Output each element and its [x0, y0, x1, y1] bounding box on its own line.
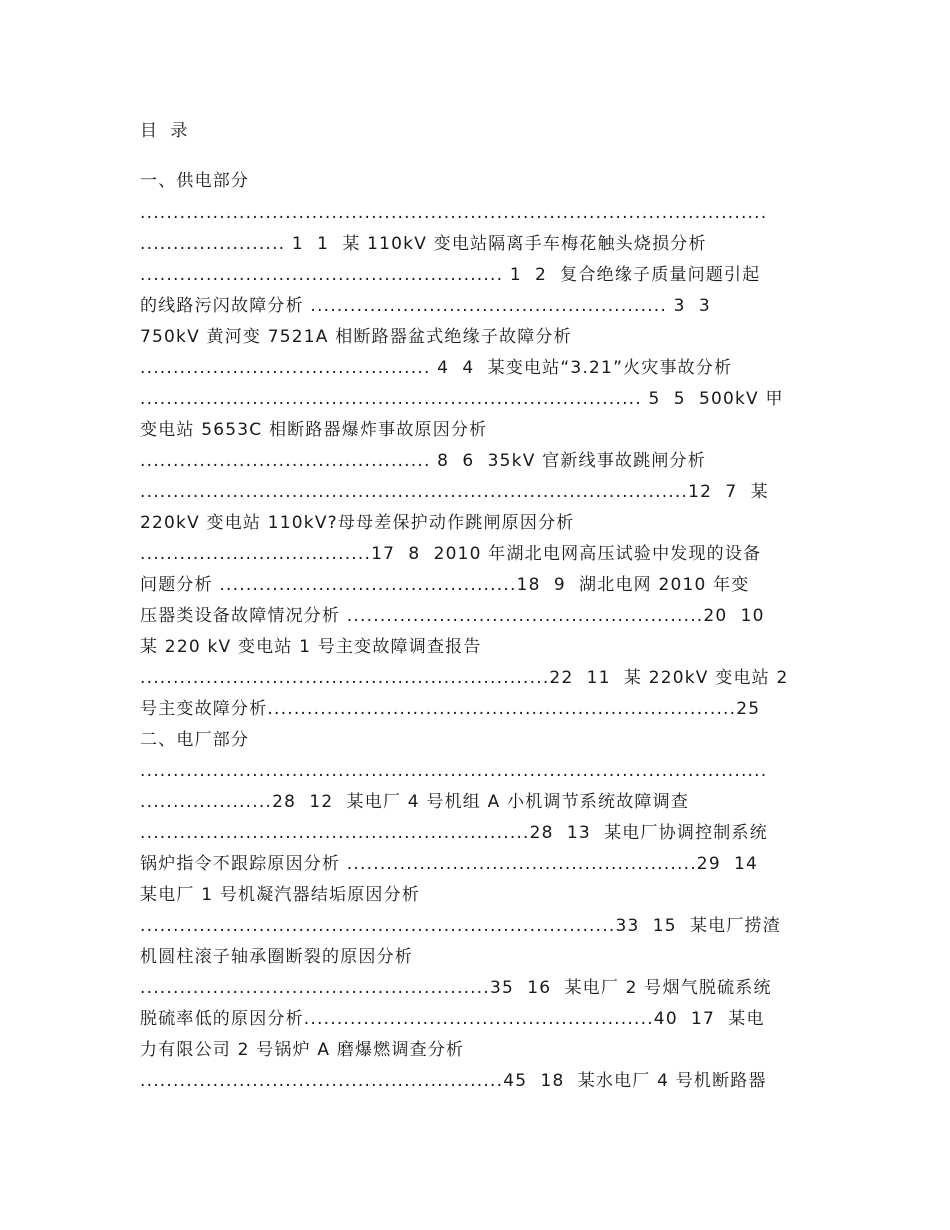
toc-line: .....................................................35 16 某电厂 2 号烟气脱硫系统	[140, 978, 772, 998]
toc-line: ....................................................... 1 2 复合绝缘子质量问题引起	[140, 265, 761, 285]
section-heading-power-plant: 二、电厂部分	[140, 730, 250, 750]
toc-line: 220kV 变电站 110kV?母母差保护动作跳闸原因分析	[140, 513, 575, 533]
toc-line: 750kV 黄河变 7521A 相断路器盆式绝缘子故障分析	[140, 327, 572, 347]
toc-line: ...................................17 8 2010 年湖北电网高压试验中发现的设备	[140, 544, 762, 564]
section-heading-power-supply: 一、供电部分	[140, 171, 250, 191]
toc-line: 号主变故障分析.......................................................................25	[140, 699, 761, 719]
toc-line: 力有限公司 2 号锅炉 A 磨爆燃调查分析	[140, 1040, 465, 1060]
toc-line: ............................................ 4 4 某变电站“3.21”火灾事故分析	[140, 358, 733, 378]
toc-line: 的线路污闪故障分析 ...................................................... 3 3	[140, 296, 711, 316]
toc-line: 某电厂 1 号机凝汽器结垢原因分析	[140, 885, 421, 905]
toc-line: ............................................ 8 6 35kV 官新线事故跳闸分析	[140, 451, 706, 471]
toc-line: ............................................................................ 5 5 500kV 甲	[140, 389, 784, 409]
toc-line: 机圆柱滚子轴承圈断裂的原因分析	[140, 947, 413, 967]
toc-line: ...........................................................28 13 某电厂协调控制系统	[140, 823, 768, 843]
toc-line: ...............................................................................................	[140, 203, 768, 223]
toc-line: ....................28 12 某电厂 4 号机组 A 小机调节系统故障调查	[140, 792, 690, 812]
toc-line: 压器类设备故障情况分析 ......................................................20 10	[140, 606, 765, 626]
toc-line: 脱硫率低的原因分析.....................................................40 17 某电	[140, 1009, 765, 1029]
toc-line: ...................... 1 1 某 110kV 变电站隔离手车梅花触头烧损分析	[140, 234, 707, 254]
toc-line: 某 220 kV 变电站 1 号主变故障调查报告	[140, 637, 482, 657]
toc-line: ........................................................................33 15 某电厂捞渣	[140, 916, 781, 936]
toc-line: ..............................................................22 11 某 220kV 变电站 2	[140, 668, 789, 688]
toc-title: 目 录	[140, 121, 192, 141]
toc-line: ...............................................................................................	[140, 761, 768, 781]
toc-line: 变电站 5653C 相断路器爆炸事故原因分析	[140, 420, 488, 440]
toc-line: 问题分析 .............................................18 9 湖北电网 2010 年变	[140, 575, 750, 595]
toc-line: 锅炉指令不跟踪原因分析 .....................................................29 14	[140, 854, 759, 874]
toc-line: .......................................................45 18 某水电厂 4 号机断路器	[140, 1071, 767, 1091]
toc-line: ...................................................................................12 7 某	[140, 482, 769, 502]
